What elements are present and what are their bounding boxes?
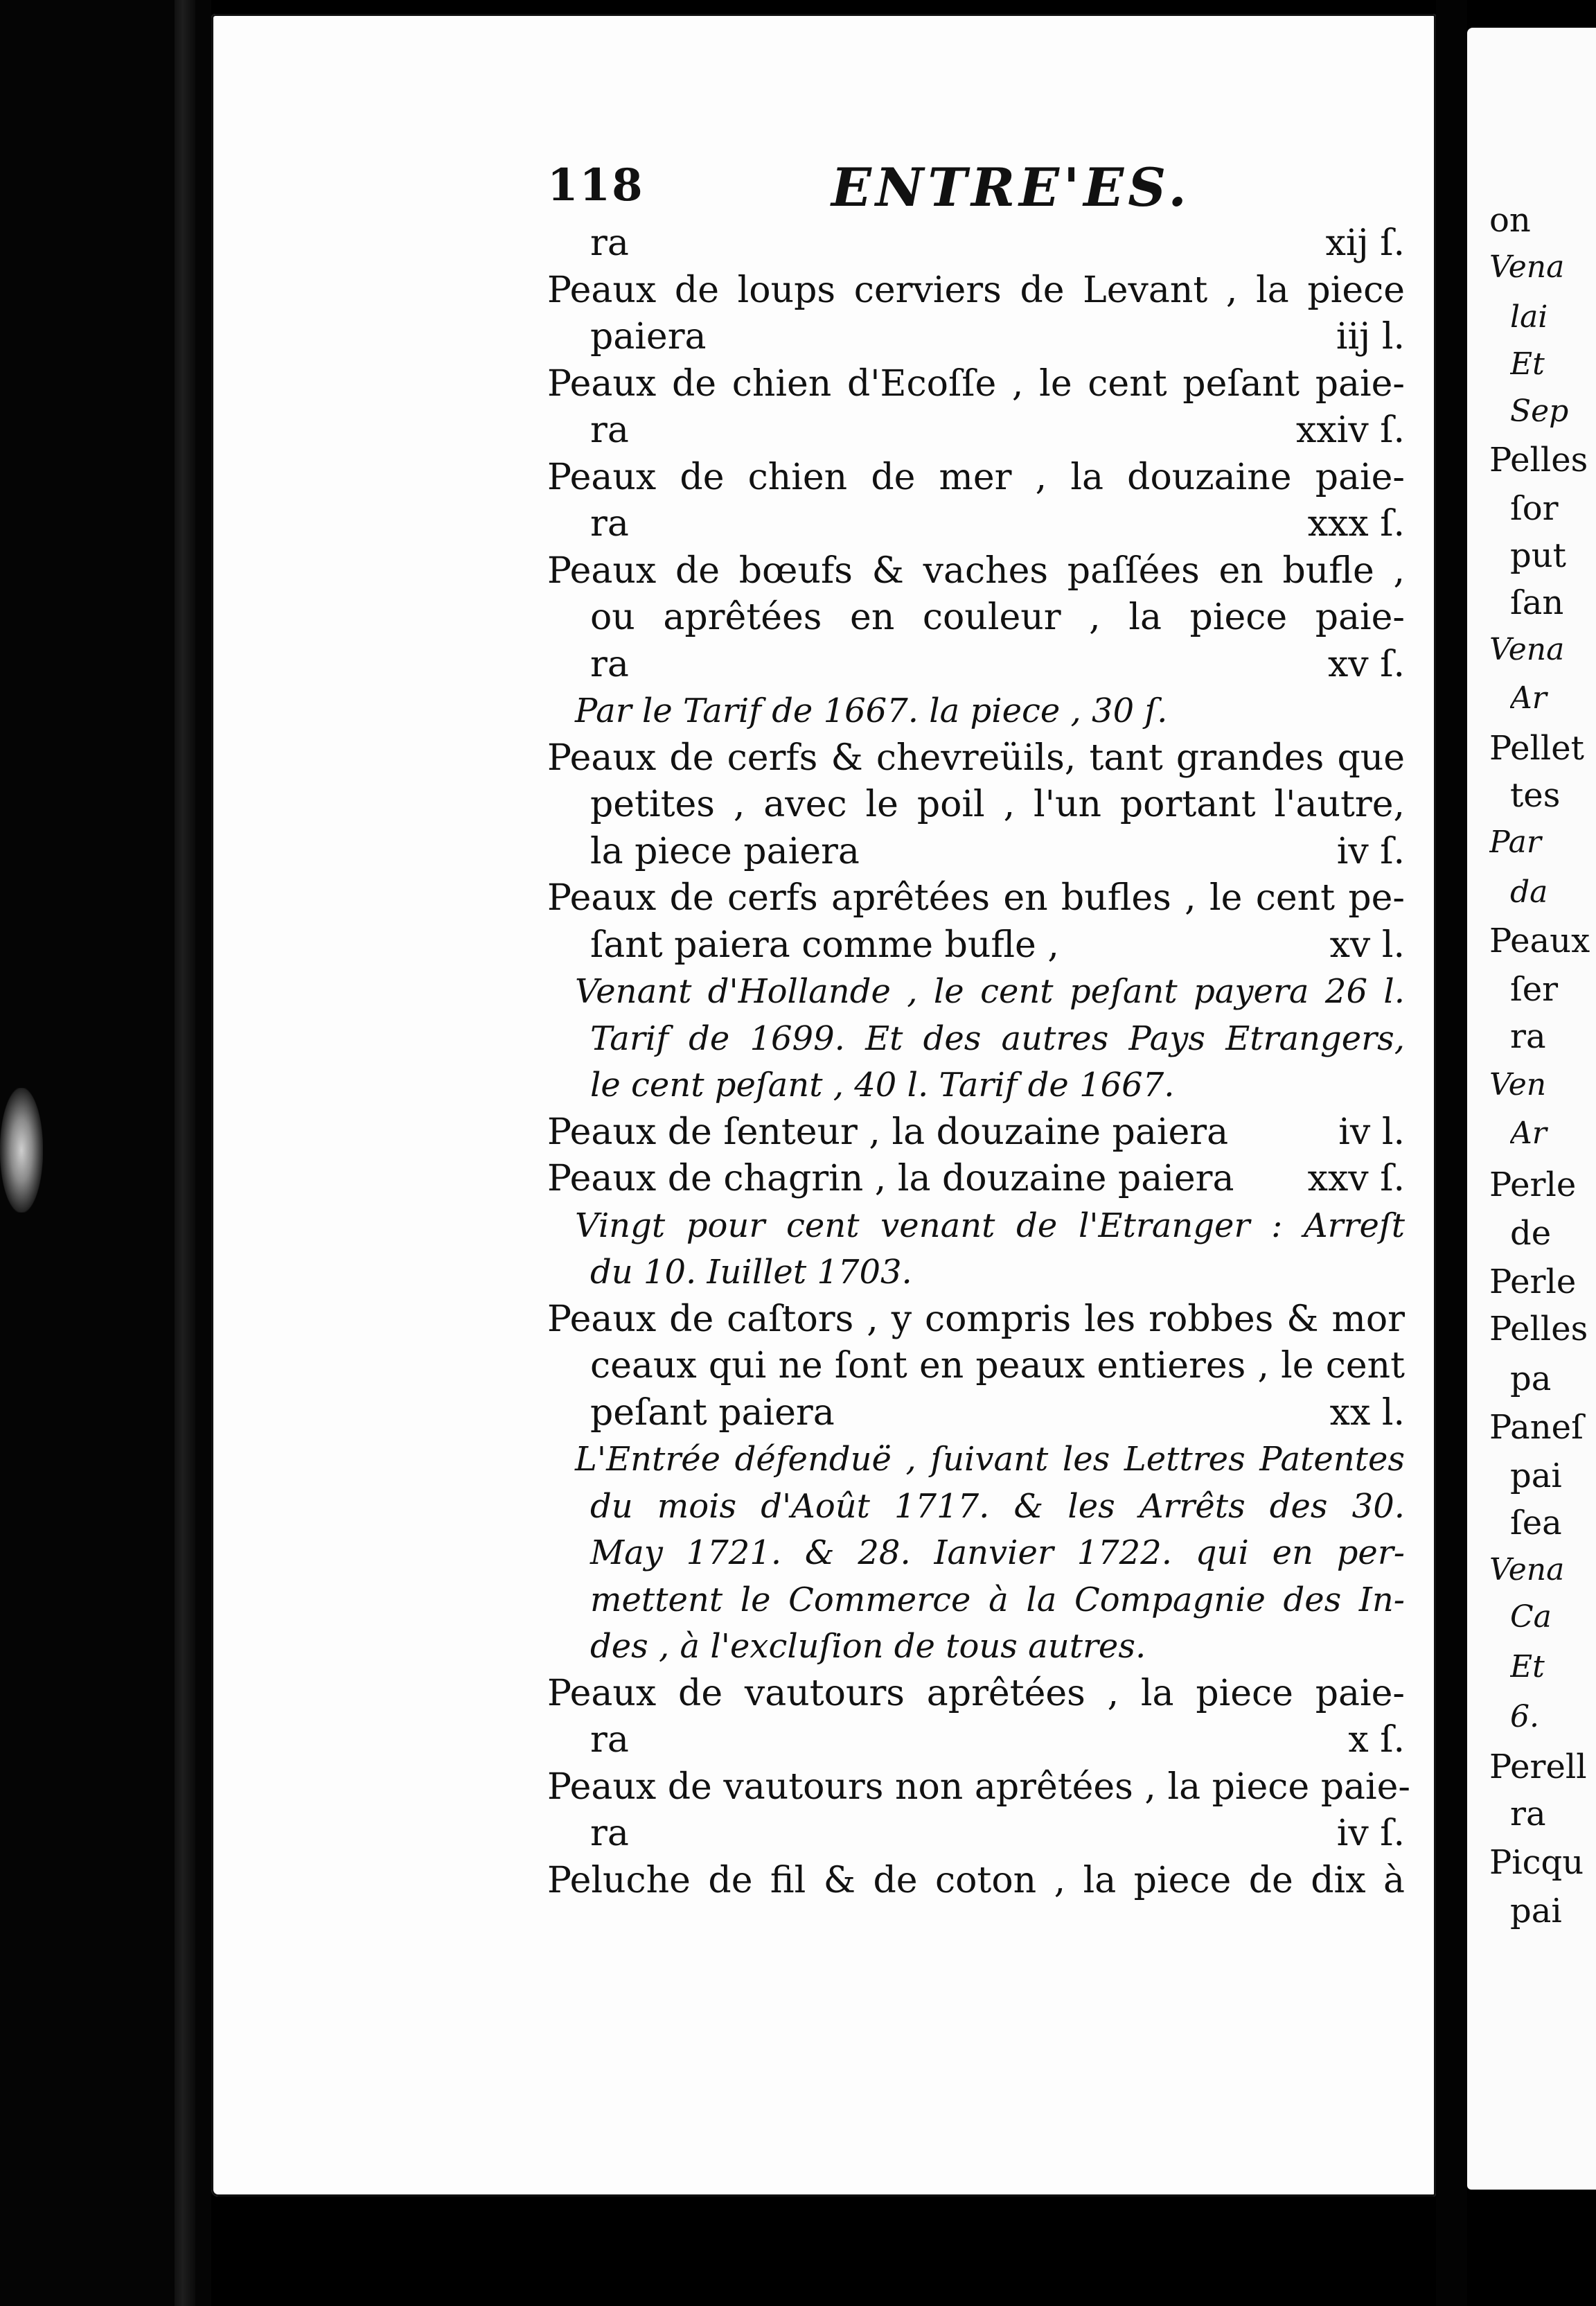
tariff-entry-line <box>547 1671 1405 1718</box>
tariff-entry-line <box>547 1390 1405 1437</box>
right-page-fragment: Et <box>1510 1649 1545 1684</box>
tariff-entry-line <box>547 455 1405 502</box>
right-page-fragment: put <box>1510 536 1566 575</box>
line-text: Peaux de chagrin , la douzaine paiera <box>547 1158 1234 1199</box>
right-page-fragment: lai <box>1510 299 1548 335</box>
right-page-fragment: ſea <box>1510 1504 1562 1542</box>
line-text: du mois d'Août 1717. & les Arrêts des 30. <box>590 1486 1405 1526</box>
tariff-entry-line <box>547 595 1405 642</box>
right-page-fragment: Vena <box>1489 249 1565 285</box>
right-page-fragment: Vena <box>1489 632 1565 667</box>
line-text: peſant paiera <box>590 1391 835 1434</box>
tariff-note-line <box>547 1203 1405 1250</box>
tariff-entry-line <box>547 1343 1405 1390</box>
tariff-note-line <box>547 1249 1405 1296</box>
right-page-fragment: Peaux <box>1489 922 1590 960</box>
line-text: la piece paiera <box>590 830 860 872</box>
duty-rate: iv ſ. <box>1336 1813 1405 1854</box>
right-page-fragment: Pellet <box>1489 729 1584 768</box>
right-page-fragment: pai <box>1510 1456 1562 1495</box>
tariff-note-line <box>547 1577 1405 1624</box>
right-page-fragment: Ca <box>1510 1599 1552 1635</box>
tariff-entry-line <box>547 314 1405 361</box>
tariff-entry-line <box>547 922 1405 969</box>
right-page-fragment: Par <box>1489 825 1541 860</box>
tariff-note-line <box>547 1016 1405 1063</box>
right-page-fragment: Ven <box>1489 1067 1547 1102</box>
running-head: ENTRE'ES. <box>831 157 1191 218</box>
duty-rate: xxiv ſ. <box>1296 410 1405 451</box>
tariff-entry-line <box>547 407 1405 455</box>
right-page-fragment: Sep <box>1510 394 1569 429</box>
right-page-fragment: on <box>1489 201 1531 240</box>
tariff-entry-line <box>547 220 1405 267</box>
line-text: mettent le Commerce à la Compagnie des In- <box>590 1580 1405 1619</box>
right-page-fragment: ſer <box>1510 970 1559 1009</box>
right-page-fragment: 6. <box>1510 1699 1539 1734</box>
tariff-entry-line <box>547 548 1405 595</box>
right-page-fragment: pai <box>1510 1892 1562 1930</box>
duty-rate: iv ſ. <box>1336 830 1405 872</box>
tariff-text-column <box>547 220 1410 1904</box>
tariff-entry-line <box>547 267 1405 315</box>
right-page-fragment: Ar <box>1510 1116 1547 1151</box>
duty-rate: iv l. <box>1338 1111 1405 1153</box>
line-text: Peaux de chien d'Ecoſſe , le cent peſant paie- <box>547 362 1405 405</box>
tariff-entry-line <box>547 735 1405 782</box>
line-text: ra <box>590 1719 629 1761</box>
duty-rate: xij ſ. <box>1325 222 1405 264</box>
line-text: Peluche de fil & de coton , la piece de dix à <box>547 1859 1405 1901</box>
page-number: 118 <box>547 159 644 211</box>
line-text: des , à l'excluſion de tous autres. <box>590 1627 1146 1666</box>
right-page-fragment: Perle <box>1489 1165 1577 1204</box>
tariff-note-line <box>547 1062 1405 1109</box>
right-page-fragment: da <box>1510 874 1548 910</box>
right-page-fragment: tes <box>1510 776 1561 815</box>
line-text: ceaux qui ne ſont en peaux entieres , le cent <box>590 1345 1405 1387</box>
line-text: le cent peſant , 40 l. Tarif de 1667. <box>590 1066 1175 1104</box>
right-page-fragment: Pelles <box>1489 1310 1588 1348</box>
duty-rate: iij l. <box>1336 316 1405 358</box>
right-page-fragment: ra <box>1510 1017 1546 1056</box>
line-text: Peaux de vautours non aprêtées , la piece paie- <box>547 1766 1410 1808</box>
right-page-fragment: Ar <box>1510 680 1547 716</box>
right-page-fragment: ſor <box>1510 489 1559 528</box>
duty-rate: xv ſ. <box>1327 643 1405 685</box>
duty-rate: xxv ſ. <box>1307 1158 1405 1199</box>
tariff-entry-line <box>547 1156 1405 1203</box>
right-page-fragment: Vena <box>1489 1552 1565 1587</box>
tariff-entry-line <box>547 1811 1405 1858</box>
book-gutter <box>1436 0 1467 2306</box>
line-text: Par le Tarif de 1667. la piece , 30 ſ. <box>575 692 1168 730</box>
tariff-note-line <box>547 969 1405 1016</box>
right-page-fragment: de <box>1510 1214 1552 1253</box>
right-page-fragment: Perle <box>1489 1262 1577 1301</box>
tariff-entry-line <box>547 875 1405 922</box>
tariff-entry-line <box>547 829 1405 876</box>
page-edge-shadow <box>175 0 195 2306</box>
line-text: ra <box>590 410 629 451</box>
tariff-entry-line <box>547 1717 1405 1764</box>
tariff-note-line <box>547 1623 1405 1671</box>
line-text: ra <box>590 222 629 264</box>
paper-stain <box>0 1088 43 1213</box>
line-text: May 1721. & 28. Ianvier 1722. qui en per- <box>590 1533 1405 1572</box>
tariff-entry-line <box>547 642 1405 689</box>
line-text: paiera <box>590 316 707 358</box>
duty-rate: xv l. <box>1329 924 1405 966</box>
right-page-fragment: Perell <box>1489 1748 1587 1786</box>
line-text: Peaux de cerfs & chevreüils, tant grandes que <box>547 737 1405 779</box>
line-text: ſant paiera comme bufle , <box>590 924 1059 966</box>
right-page-fragment: Et <box>1510 346 1545 382</box>
line-text: Peaux de loups cerviers de Levant , la piece <box>547 269 1405 311</box>
line-text: ra <box>590 503 629 545</box>
tariff-entry-line <box>547 782 1405 829</box>
line-text: Peaux de cerfs aprêtées en bufles , le cent pe- <box>547 877 1405 919</box>
tariff-note-line <box>547 1436 1405 1484</box>
tariff-note-line <box>547 1484 1405 1531</box>
line-text: L'Entrée défenduë , ſuivant les Lettres Patentes <box>575 1440 1405 1479</box>
right-page-fragment: ſan <box>1510 583 1564 622</box>
line-text: ra <box>590 643 629 685</box>
right-page-fragment: ra <box>1510 1795 1546 1833</box>
line-text: ou aprêtées en couleur , la piece paie- <box>590 597 1405 638</box>
tariff-note-line <box>547 688 1405 735</box>
duty-rate: xxx ſ. <box>1307 503 1405 545</box>
tariff-entry-line <box>547 1858 1405 1905</box>
line-text: petites , avec le poil , l'un portant l'autre, <box>590 784 1405 825</box>
duty-rate: xx l. <box>1329 1391 1405 1434</box>
line-text: Peaux de bœufs & vaches paſſées en bufle , <box>547 549 1405 592</box>
line-text: Peaux de chien de mer , la douzaine paie- <box>547 456 1405 498</box>
line-text: Peaux de caſtors , y compris les robbes & mor <box>547 1298 1405 1340</box>
tariff-entry-line <box>547 1109 1405 1156</box>
duty-rate: x ſ. <box>1348 1719 1405 1761</box>
line-text: Venant d'Hollande , le cent peſant payera 26 l. <box>575 972 1405 1011</box>
line-text: Vingt pour cent venant de l'Etranger : Arreſt <box>575 1206 1405 1245</box>
line-text: ra <box>590 1813 629 1854</box>
tariff-note-line <box>547 1530 1405 1577</box>
right-page-fragment: Picqu <box>1489 1843 1584 1882</box>
line-text: Tarif de 1699. Et des autres Pays Etrangers, <box>590 1019 1405 1058</box>
line-text: du 10. Iuillet 1703. <box>590 1253 912 1292</box>
right-page-fragment: pa <box>1510 1359 1552 1398</box>
line-text: Peaux de ſenteur , la douzaine paiera <box>547 1111 1229 1153</box>
line-text: Peaux de vautours aprêtées , la piece paie- <box>547 1672 1405 1714</box>
tariff-entry-line <box>547 1764 1410 1811</box>
right-page-fragment: Pelles <box>1489 441 1588 479</box>
tariff-entry-line <box>547 361 1405 408</box>
tariff-entry-line <box>547 501 1405 548</box>
tariff-entry-line <box>547 1296 1405 1344</box>
right-page-fragment: Paneſ <box>1489 1408 1584 1447</box>
